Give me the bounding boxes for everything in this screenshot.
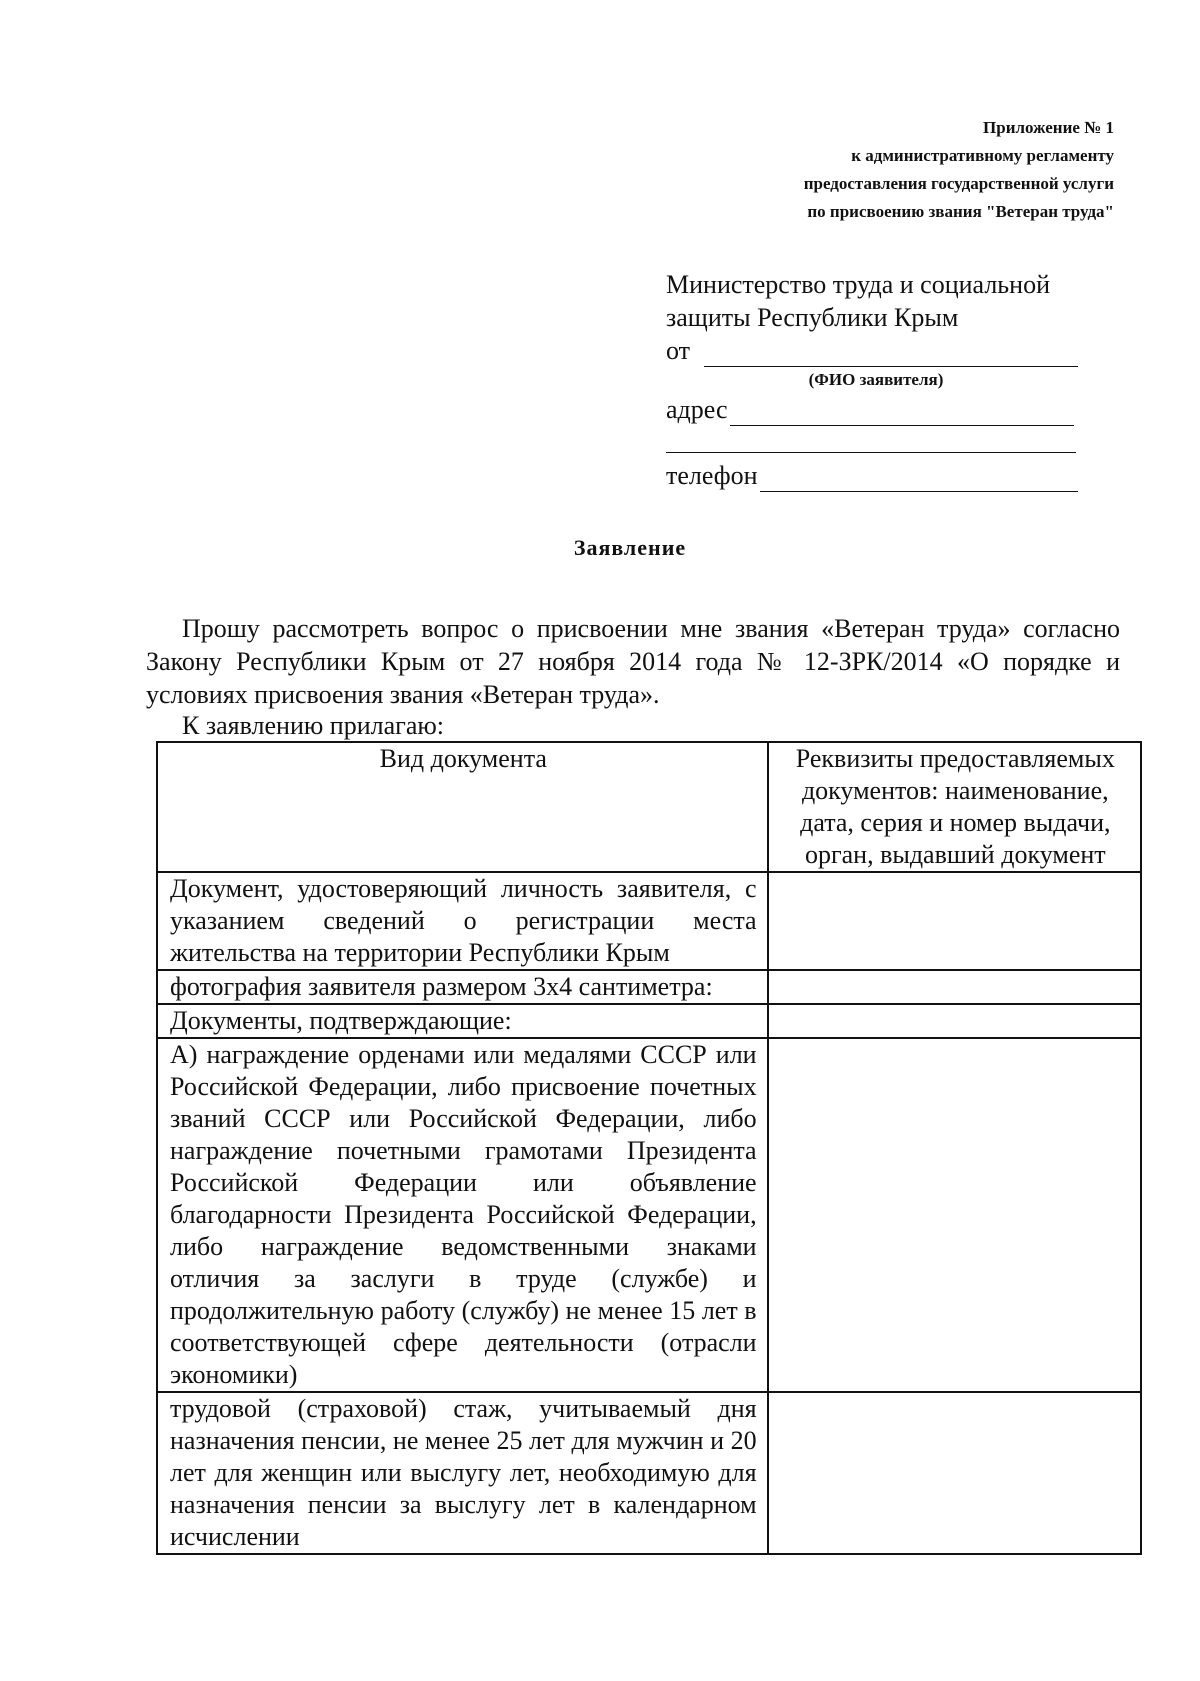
address-label: адрес [666,395,728,424]
appendix-header [804,114,1114,226]
document-title: Заявление [573,535,687,560]
row-details-cell[interactable] [768,1004,1141,1038]
table-header-row [157,742,1141,872]
request-paragraph: Прошу рассмотреть вопрос о присвоении мне звания «Ветеран труда» согласно Закону Республики Крым от 27 ноября 2014 года № 12-ЗРК/2014 «О порядке и условиях присвоения звания «Ветеран труда». [146,614,1120,709]
header-document-type: Вид документа [157,742,768,872]
appendix-line: предоставления государственной услуги [803,174,1114,193]
ministry-line-2: защиты Республики Крым [666,303,959,332]
row-details-cell[interactable] [768,872,1141,970]
phone-row [666,459,1086,492]
documents-table [156,741,1142,1555]
row-doc-cell: Документ, удостоверяющий личность заявителя, с указанием сведений о регистрации места жительства на территории Республики Крым [157,872,768,970]
address-input-line[interactable] [730,401,1075,426]
fio-input-line[interactable] [704,342,1078,367]
appendix-line: по присвоению звания "Ветеран труда" [807,202,1114,221]
appendix-line: Приложение № 1 [983,118,1114,137]
addressee-block [666,268,1086,492]
row-doc-cell: трудовой (страховой) стаж, учитываемый дня назначения пенсии, не менее 25 лет для мужчин и 20 лет для женщин или выслугу лет, необходимую для назначения пенсии за выслугу лет в календарном исчислении [157,1392,768,1554]
address-continuation-line[interactable] [666,426,1076,453]
address-row [666,393,1086,426]
phone-input-line[interactable] [760,467,1079,492]
appendix-line: к административному регламенту [851,146,1114,165]
phone-label: телефон [666,461,758,490]
row-doc-cell: Документы, подтверждающие: [157,1004,768,1038]
row-details-cell[interactable] [768,1392,1141,1554]
fio-hint: (ФИО заявителя) [808,370,944,389]
table-row [157,1392,1141,1554]
row-details-cell[interactable] [768,970,1141,1004]
from-row [666,334,1086,367]
from-label: от [666,336,691,365]
row-doc-cell: А) награждение орденами или медалями СССР или Российской Федерации, либо присвоение почетных званий СССР или Российской Федерации, либо награждение почетными грамотами Президента Российской Федерации или объявление благодарности Президента Российской Федерации, либо награждение ведомственными знаками отличия за заслуги в труде (службе) и продолжительную работу (службу) не менее 15 лет в соответствующей сфере деятельности (отрасли экономики) [157,1038,768,1392]
table-row [157,872,1141,970]
table-row [157,970,1141,1004]
table-row [157,1004,1141,1038]
table-row [157,1038,1141,1392]
ministry-line-1: Министерство труда и социальной [666,270,1050,299]
row-doc-cell: фотография заявителя размером 3х4 сантиметра: [157,970,768,1004]
row-details-cell[interactable] [768,1038,1141,1392]
request-body [146,612,1120,711]
header-document-details: Реквизиты предоставляемых документов: наименование, дата, серия и номер выдачи, орган, выдавший документ [768,742,1141,872]
attachments-line: К заявлению прилагаю: [182,711,445,740]
